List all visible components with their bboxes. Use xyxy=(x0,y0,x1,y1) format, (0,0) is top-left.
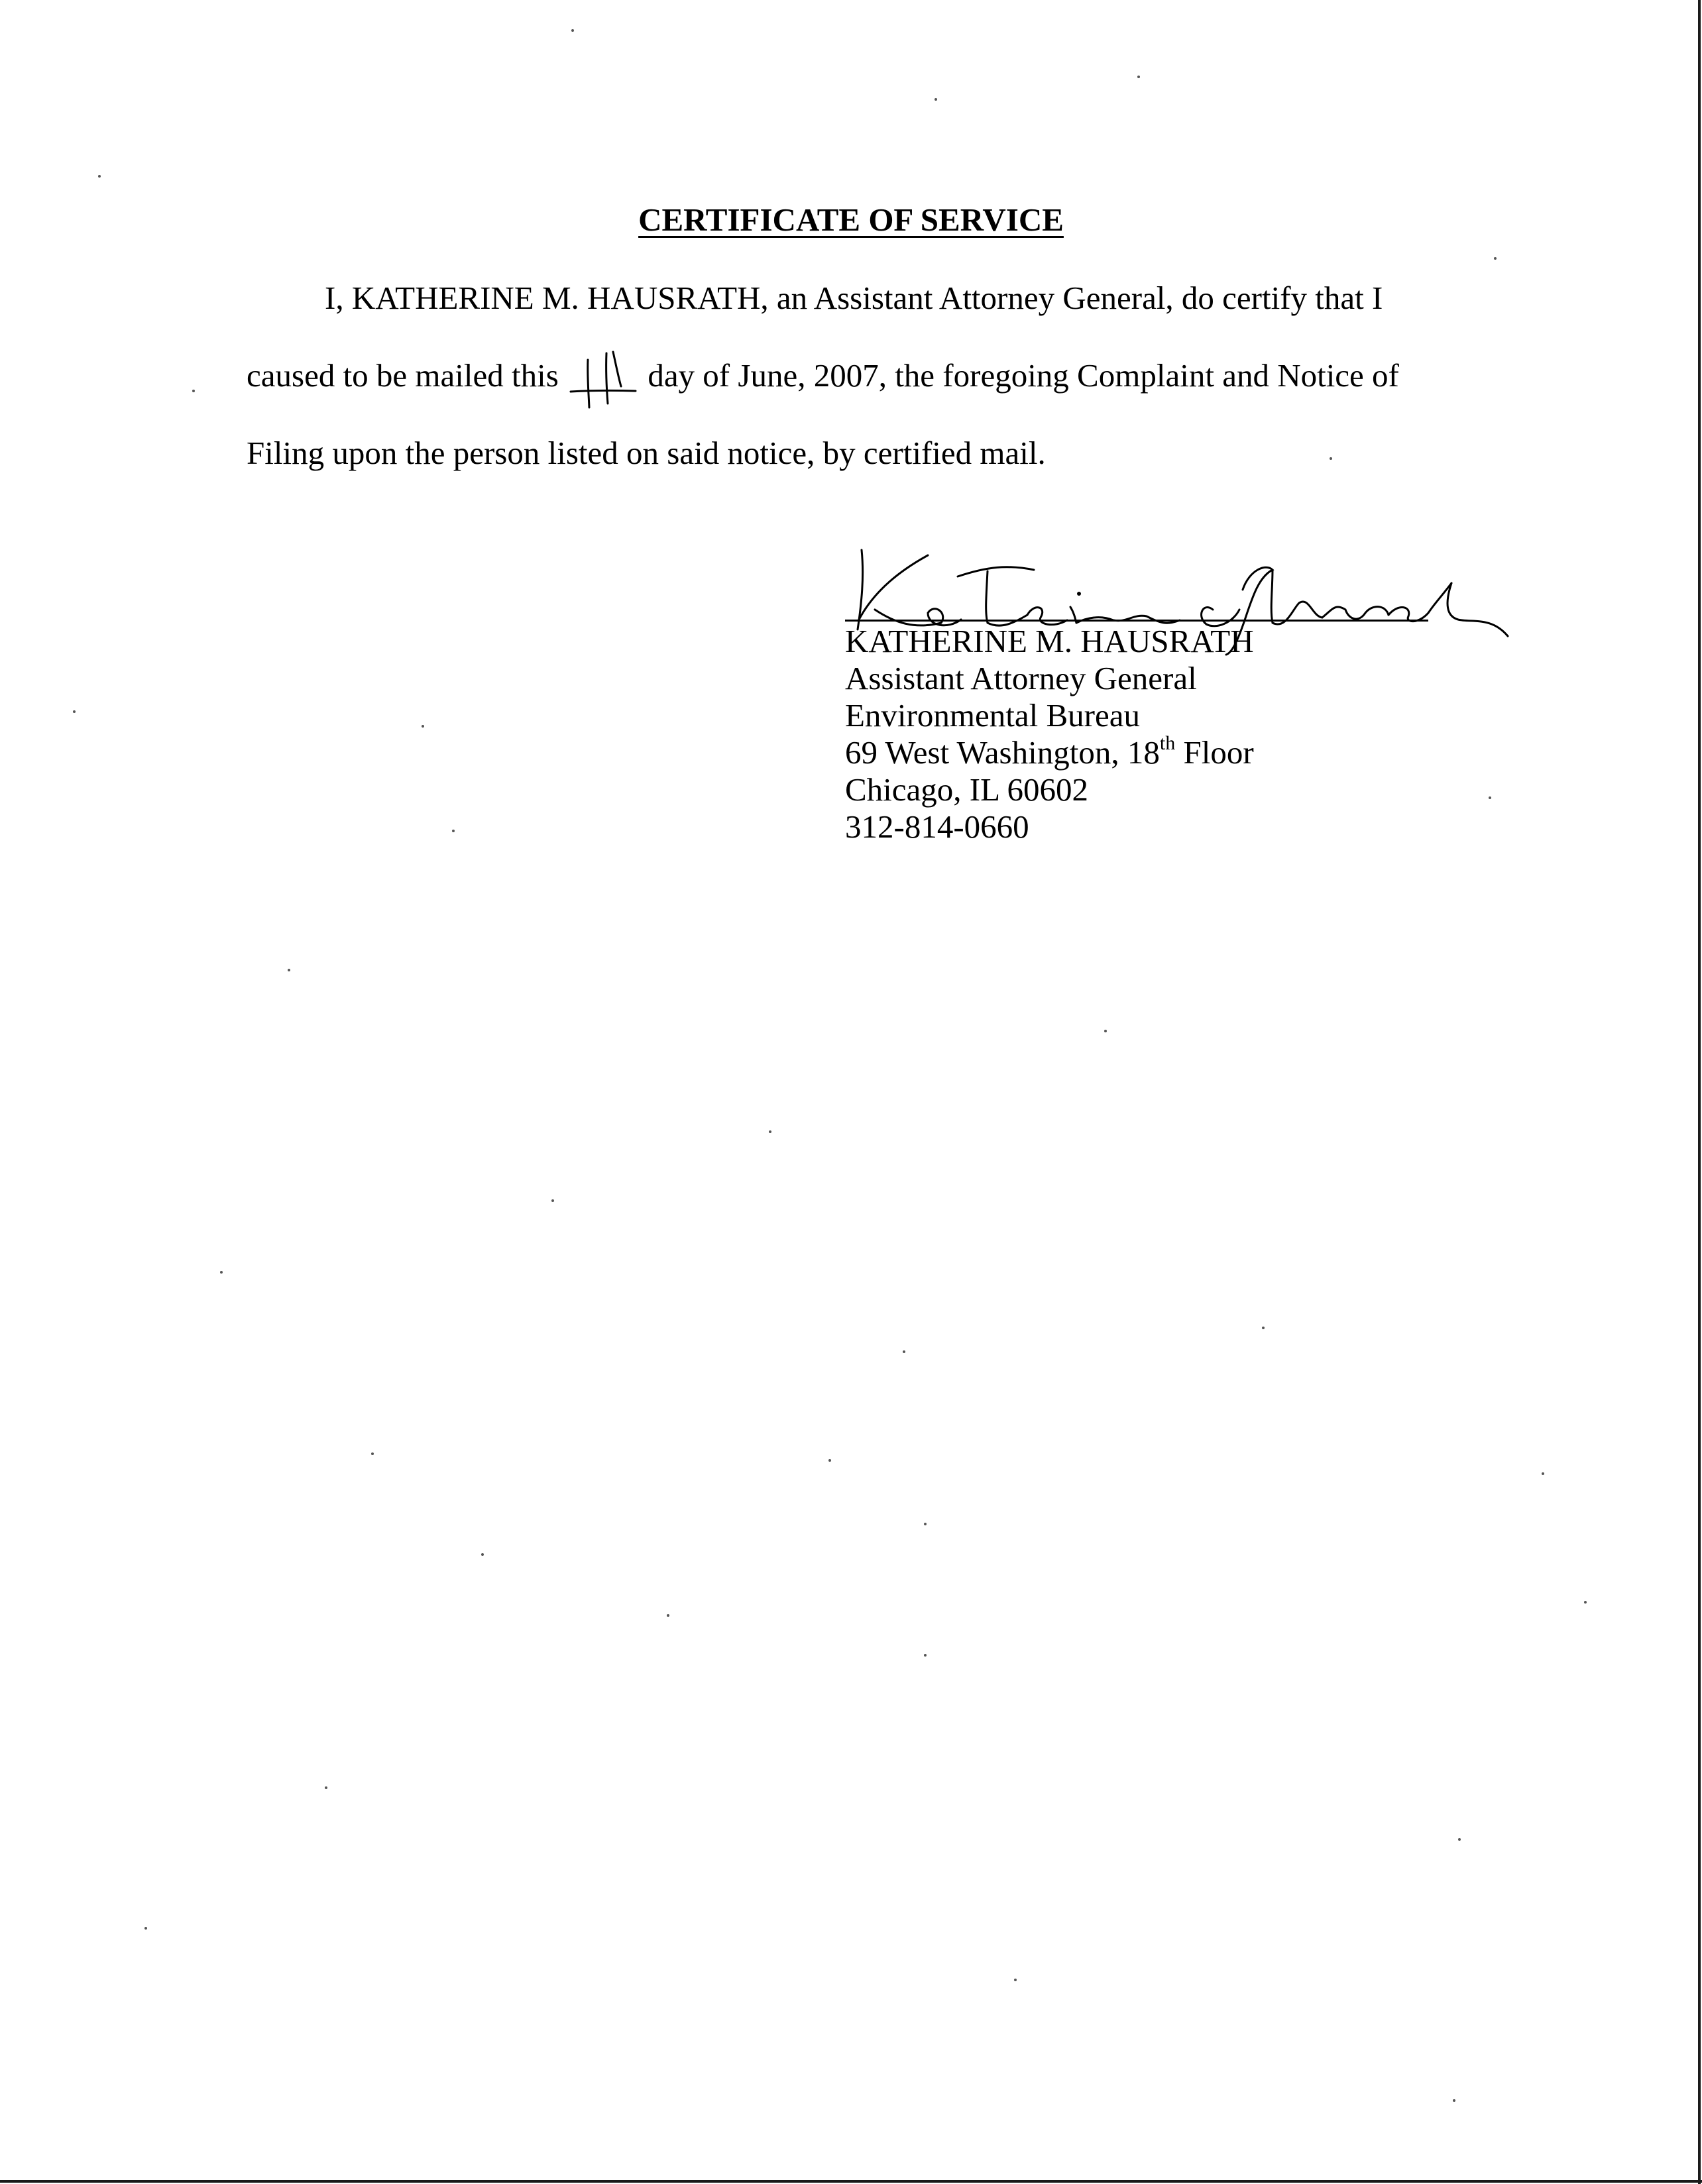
scan-speck xyxy=(1104,1030,1107,1032)
signer-street-address xyxy=(845,734,1254,771)
signer-bureau: Environmental Bureau xyxy=(845,697,1140,734)
street-address-main: 69 West Washington, 18 xyxy=(845,734,1160,771)
scan-speck xyxy=(935,98,937,101)
scan-speck xyxy=(1453,2099,1455,2102)
scan-speck xyxy=(1262,1327,1265,1329)
scan-speck xyxy=(828,1459,831,1462)
signer-name: KATHERINE M. HAUSRATH xyxy=(845,623,1254,659)
scan-speck xyxy=(1014,1979,1017,1981)
scan-speck xyxy=(288,969,290,971)
scan-speck xyxy=(1137,76,1140,78)
scan-speck xyxy=(1458,1838,1461,1841)
scan-speck xyxy=(571,29,574,32)
signer-phone: 312-814-0660 xyxy=(845,808,1029,845)
paragraph-line-3: Filing upon the person listed on said notice, by certified mail. xyxy=(247,435,1046,471)
scan-speck xyxy=(452,830,455,832)
signature-line xyxy=(845,620,1428,622)
scan-speck xyxy=(924,1654,927,1657)
scan-border-right xyxy=(1698,0,1701,2184)
scan-speck xyxy=(924,1523,927,1525)
signature-block xyxy=(845,623,1254,846)
scan-speck xyxy=(371,1452,374,1455)
scan-speck xyxy=(1584,1601,1587,1604)
scan-border-bottom xyxy=(0,2180,1702,2183)
handwritten-day-mark xyxy=(567,351,640,410)
paragraph-line-2-end: day of June, 2007, the foregoing Complaint and Notice of xyxy=(640,357,1399,394)
street-address-floor: Floor xyxy=(1175,734,1254,771)
scan-speck xyxy=(667,1614,669,1617)
scan-speck xyxy=(220,1271,223,1274)
scan-speck xyxy=(769,1130,771,1133)
scan-speck xyxy=(1542,1472,1544,1475)
scan-speck xyxy=(73,710,76,713)
paragraph-line-2 xyxy=(247,356,1399,396)
handwritten-day xyxy=(567,356,640,396)
paragraph-line-2-start: caused to be mailed this xyxy=(247,357,567,394)
scan-speck xyxy=(192,390,195,392)
scan-speck xyxy=(144,1927,147,1930)
scan-speck xyxy=(551,1199,554,1202)
scan-speck xyxy=(422,725,424,728)
scan-speck xyxy=(1330,457,1332,460)
signer-role: Assistant Attorney General xyxy=(845,660,1197,696)
paragraph-line-1: I, KATHERINE M. HAUSRATH, an Assistant Attorney General, do certify that I xyxy=(325,280,1383,316)
document-title: CERTIFICATE OF SERVICE xyxy=(638,201,1064,238)
scan-speck xyxy=(1489,796,1491,799)
scan-speck xyxy=(1494,257,1497,260)
signer-city: Chicago, IL 60602 xyxy=(845,771,1088,808)
scan-speck xyxy=(325,1786,327,1789)
scan-speck xyxy=(903,1350,905,1353)
scan-speck xyxy=(98,175,101,178)
scan-speck xyxy=(481,1553,484,1556)
street-address-ordinal: th xyxy=(1159,732,1176,754)
